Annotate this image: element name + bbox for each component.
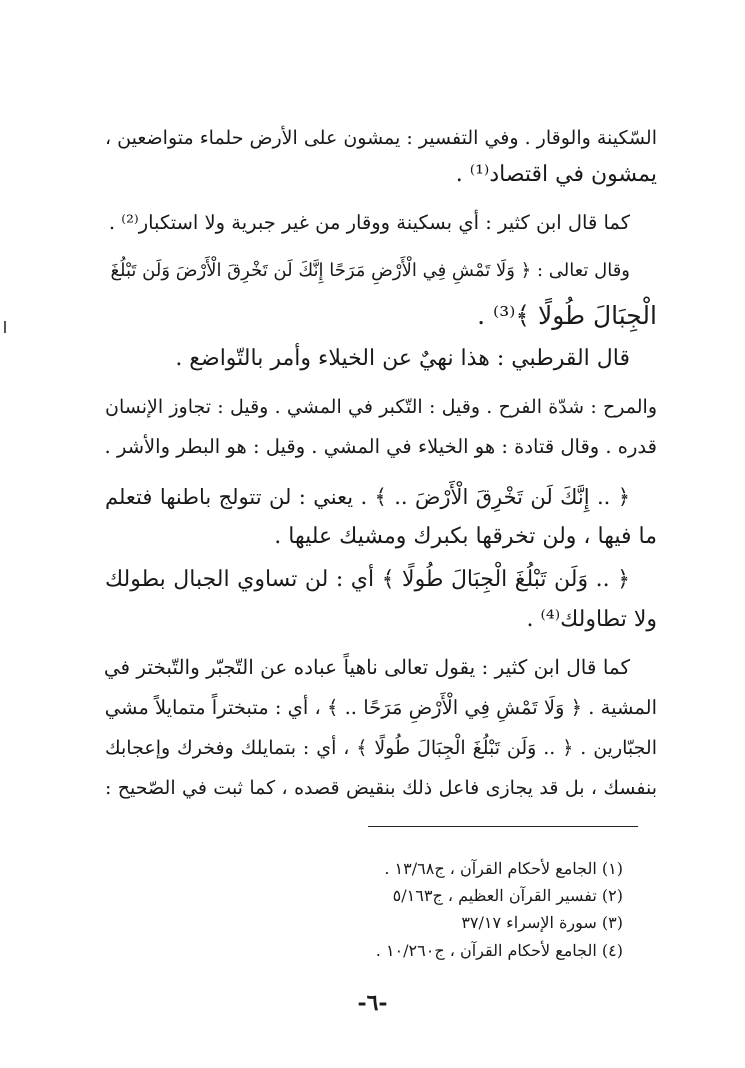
body-line: ولا تطاولك⁽⁴⁾ . bbox=[526, 607, 657, 632]
body-line: الجبّارين . ﴿ .. وَلَن تَبْلُغَ الْجِبَالَ طُولًا ﴾ ، أي : بتمايلك وفخرك وإعجابك bbox=[105, 737, 657, 759]
body-line: بنفسك ، بل قد يجازى فاعل ذلك بنقيض قصده ، كما ثبت في الصّحيح : bbox=[105, 777, 657, 799]
scan-edge-mark bbox=[4, 321, 6, 333]
footnote: (٢) تفسير القرآن العظيم ، ج٥/١٦٣ bbox=[392, 886, 623, 905]
body-line: والمرح : شدّة الفرح . وقيل : التّكبر في المشي . وقيل : تجاوز الإنسان bbox=[105, 396, 657, 418]
footnote: (٣) سورة الإسراء ٣٧/١٧ bbox=[461, 913, 623, 932]
body-line: قال القرطبي : هذا نهيٌ عن الخيلاء وأمر بالتّواضع . bbox=[175, 346, 630, 371]
body-line: كما قال ابن كثير : أي بسكينة ووقار من غير جبرية ولا استكبار⁽²⁾ . bbox=[108, 211, 630, 234]
footnote-divider bbox=[368, 826, 638, 827]
page-number: -٦- bbox=[357, 990, 388, 1016]
body-line: ما فيها ، ولن تخرقها بكبرك ومشيك عليها . bbox=[274, 524, 657, 549]
footnote: (١) الجامع لأحكام القرآن ، ج١٣/٦٨ . bbox=[384, 859, 623, 878]
body-line: المشية . ﴿ وَلَا تَمْشِ فِي الْأَرْضِ مَرَحًا .. ﴾ ، أي : متبختراً متمايلاً مشي bbox=[104, 696, 657, 719]
body-line: كما قال ابن كثير : يقول تعالى ناهياً عباده عن التّجبّر والتّبختر في bbox=[103, 655, 630, 679]
body-line: قدره . وقال قتادة : هو الخيلاء في المشي . وقيل : هو البطر والأشر . bbox=[104, 435, 657, 458]
body-line: ﴿ .. وَلَن تَبْلُغَ الْجِبَالَ طُولًا ﴾ أي : لن تساوي الجبال بطولك bbox=[105, 567, 630, 592]
body-line: السّكينة والوقار . وفي التفسير : يمشون على الأرض حلماء متواضعين ، bbox=[105, 127, 657, 149]
body-line: ﴿ .. إِنَّكَ لَن تَخْرِقَ الْأَرْضَ .. ﴾ . يعني : لن تتولج باطنها فتعلم bbox=[105, 485, 630, 509]
quran-verse-line: الْجِبَالَ طُولًا ﴾⁽³⁾ . bbox=[477, 301, 657, 330]
quran-verse-line: وقال تعالى : ﴿ وَلَا تَمْشِ فِي الْأَرْضِ مَرَحًا إِنَّكَ لَن تَخْرِقَ الْأَرْضَ وَلَن تَبْلُغَ bbox=[110, 260, 630, 281]
footnote: (٤) الجامع لأحكام القرآن ، ج١٠/٢٦٠ . bbox=[375, 941, 623, 960]
body-line: يمشون في اقتصاد⁽¹⁾ . bbox=[455, 162, 657, 187]
